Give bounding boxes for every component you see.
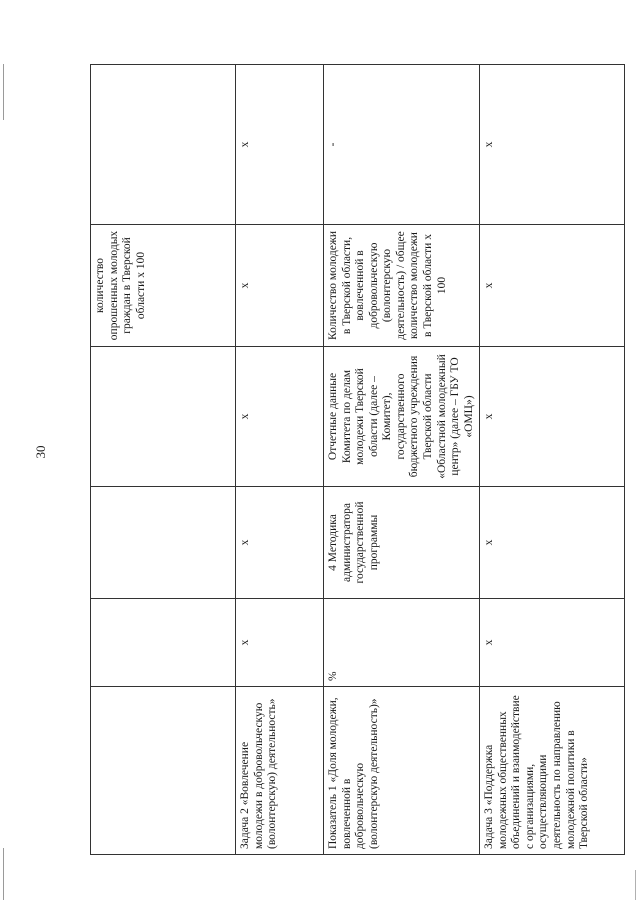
- binding-mark-top: [3, 64, 4, 120]
- table-container: [90, 65, 591, 855]
- table-cell: Количество молодежи в Тверской области, вовлеченной в добровольческую (волонтерскую деятельность) / общее количество молодежи в Тверской области х 100: [324, 225, 480, 347]
- table-row: [324, 65, 480, 855]
- table-row: [480, 65, 625, 855]
- rotated-table-frame: [90, 65, 591, 855]
- table-cell: Задача 3 «Поддержка молодежных общественных объединений и взаимодействие с организациями, осуществляющими деятельность по направлению молодежной политики в Тверской области»: [480, 687, 625, 855]
- table-row: [236, 65, 324, 855]
- table-cell: Отчетные данные Комитета по делам молодежи Тверской области (далее – Комитет), государственного бюджетного учреждения Тверской области «Областной молодежный центр» (далее – ГБУ ТО «ОМЦ»): [324, 347, 480, 487]
- indicators-table: [90, 64, 625, 855]
- table-cell: 4 Методика администратора государственной программы: [324, 487, 480, 599]
- table-cell: %: [324, 599, 480, 687]
- table-cell: х: [480, 65, 625, 225]
- table-cell: х: [480, 347, 625, 487]
- table-cell: -: [324, 65, 480, 225]
- table-cell: х: [480, 225, 625, 347]
- table-cell: [91, 687, 236, 855]
- table-cell: количество опрошенных молодых граждан в Тверской области х 100: [91, 225, 236, 347]
- table-cell: х: [236, 487, 324, 599]
- edge-mark: [635, 870, 636, 900]
- table-cell: х: [236, 225, 324, 347]
- table-cell: х: [236, 65, 324, 225]
- table-cell: х: [236, 347, 324, 487]
- table-cell: Показатель 1 «Доля молодежи, вовлеченной в добровольческую (волонтерскую деятельность)»: [324, 687, 480, 855]
- table-cell: [91, 599, 236, 687]
- table-cell: [91, 347, 236, 487]
- table-cell: [91, 65, 236, 225]
- page-number: 30: [33, 445, 48, 459]
- table-row: [91, 65, 236, 855]
- table-cell: х: [236, 599, 324, 687]
- table-cell: [91, 487, 236, 599]
- table-cell: х: [480, 487, 625, 599]
- table-cell: х: [480, 599, 625, 687]
- table-cell: Задача 2 «Вовлечение молодежи в добровольческую (волонтерскую) деятельность»: [236, 687, 324, 855]
- binding-mark-bottom: [3, 848, 4, 900]
